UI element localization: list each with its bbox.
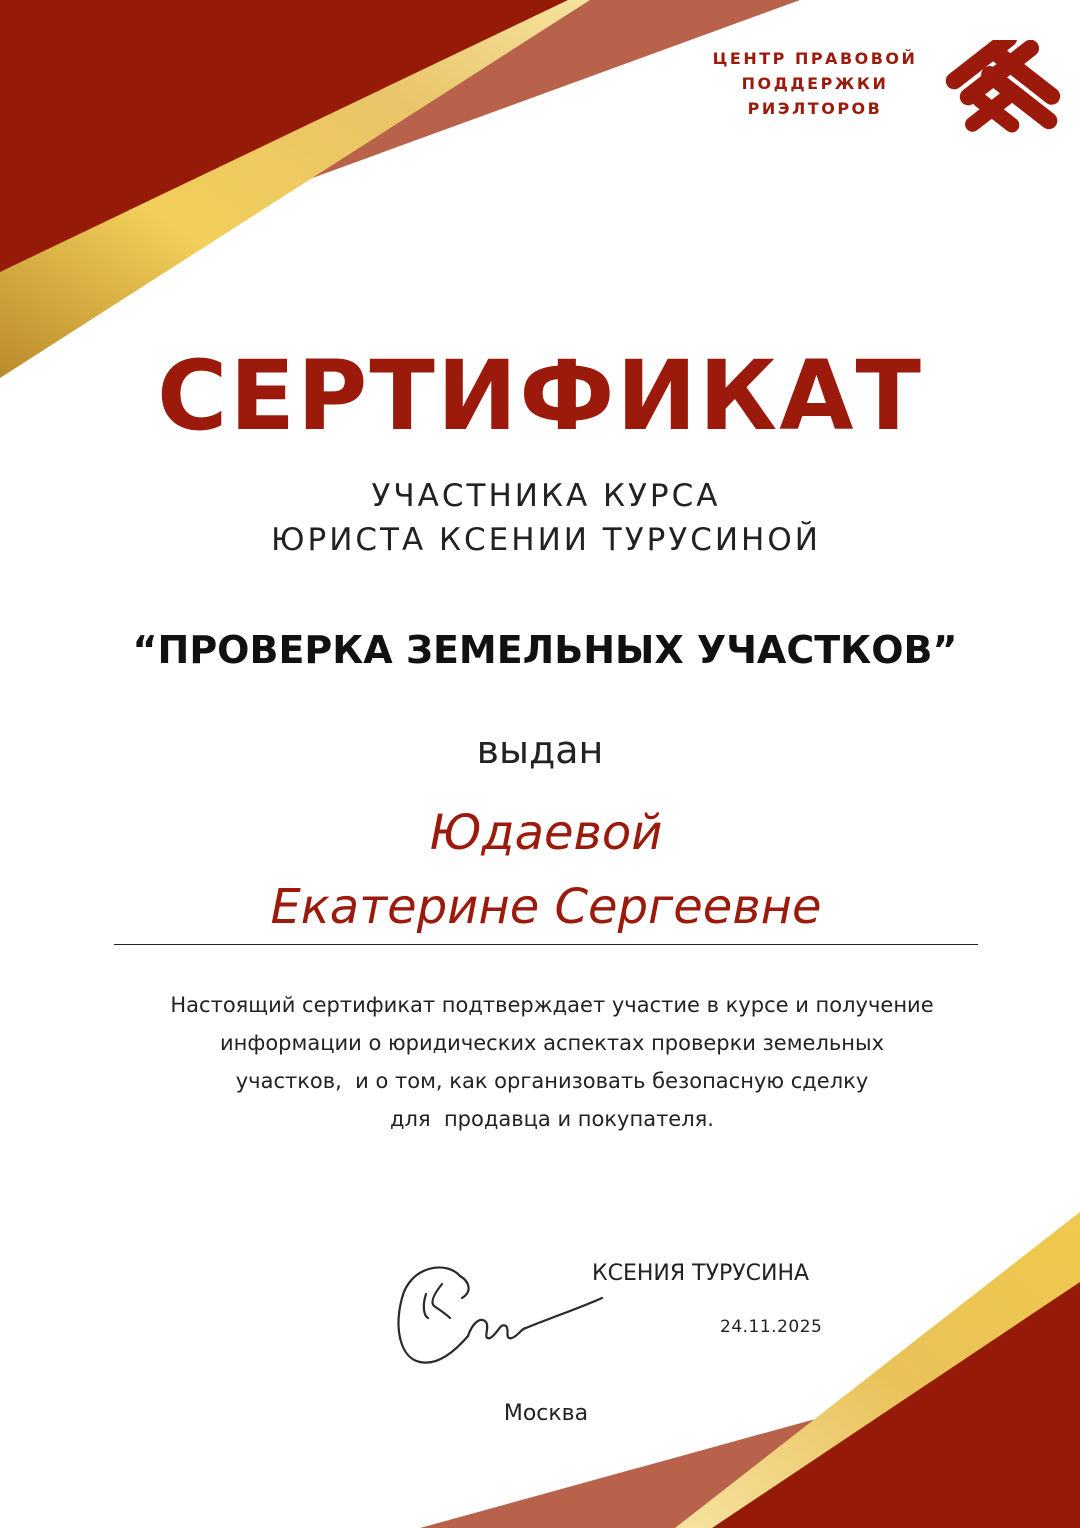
organization-name-line: РИЭЛТОРОВ [747,99,883,118]
organization-name [700,46,930,121]
certificate-subtitle [0,474,1080,562]
certificate-description [120,986,984,1138]
description-line: участков, и о том, как организовать безопасную сделку [235,1069,869,1093]
handwritten-signature-icon [390,1258,610,1368]
issue-date: 24.11.2025 [720,1317,823,1337]
issue-city: Москва [503,1401,589,1426]
subtitle-line: ЮРИСТА КСЕНИИ ТУРУСИНОЙ [271,522,821,558]
signer-name: КСЕНИЯ ТУРУСИНА [592,1261,810,1286]
certificate-title: СЕРТИФИКАТ [156,340,923,452]
description-line: информации о юридических аспектах проверки земельных [219,1031,885,1055]
top-red-triangle [0,0,568,272]
description-line: Настоящий сертификат подтверждает участие в курсе и получение [170,993,934,1017]
name-underline [114,944,978,945]
subtitle-line: УЧАСТНИКА КУРСА [371,478,721,514]
organization-name-line: ЦЕНТР ПРАВОВОЙ [712,49,918,68]
issued-label: выдан [476,728,604,772]
course-name: “ПРОВЕРКА ЗЕМЕЛЬНЫХ УЧАСТКОВ” [132,628,958,672]
recipient-name-line: Юдаевой [429,805,663,861]
organization-name-line: ПОДДЕРЖКИ [741,74,889,93]
hands-house-logo-icon [912,40,1068,140]
recipient-name-line: Екатерине Сергеевне [270,879,822,935]
description-line: для продавца и покупателя. [390,1107,714,1131]
recipient-name [0,796,1080,944]
